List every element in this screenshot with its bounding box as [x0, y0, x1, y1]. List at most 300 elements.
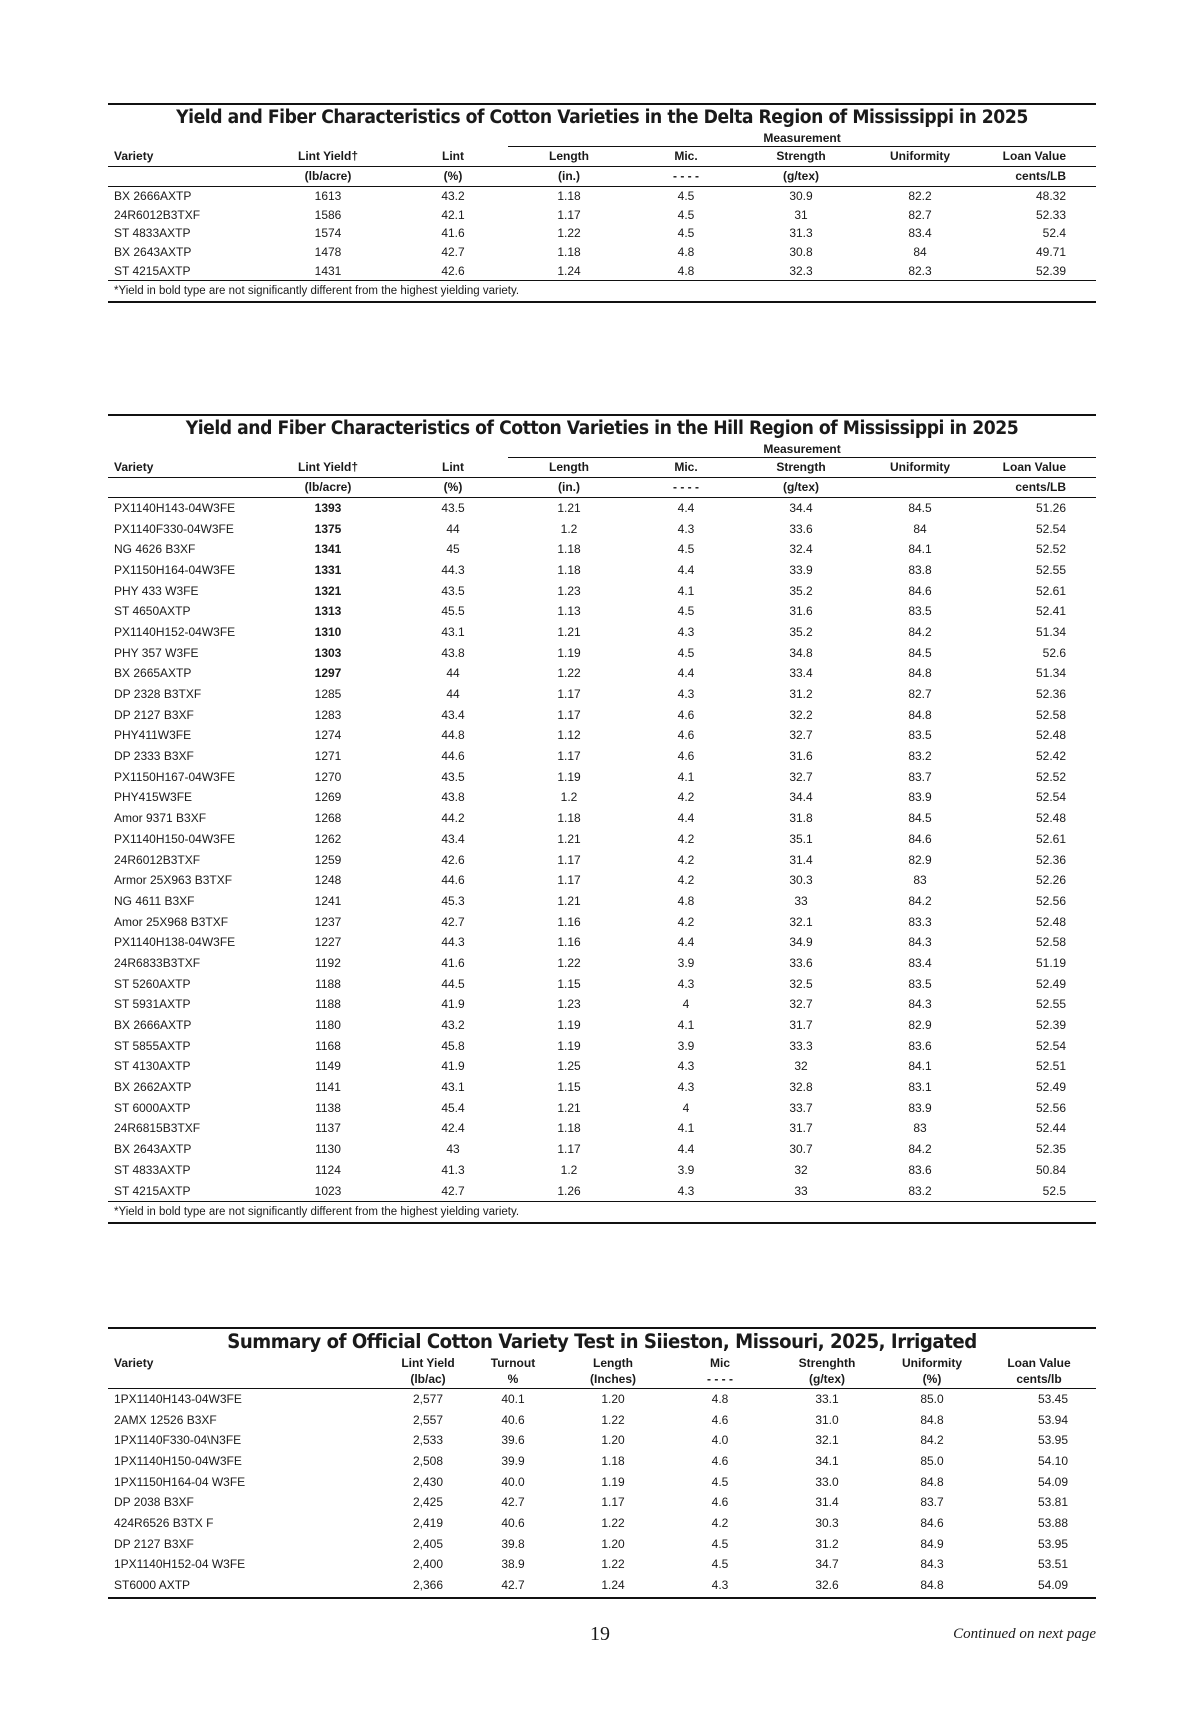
value-cell: 1.17	[557, 749, 581, 764]
variety-cell: DP 2127 B3XF	[114, 1536, 194, 1551]
value-cell: 4.1	[677, 583, 695, 598]
value-cell: 32.5	[789, 976, 813, 991]
table3-units-row	[108, 1371, 1096, 1388]
unit	[860, 166, 980, 186]
value-cell: 43.4	[441, 831, 465, 846]
value-cell: 1.22	[557, 226, 581, 241]
value-cell: 1149	[315, 1059, 341, 1074]
table3-title: Summary of Official Cotton Variety Test in Siieston, Missouri, 2025, Irrigated	[227, 1330, 977, 1353]
table-row	[108, 911, 1096, 932]
value-cell: 83.4	[908, 955, 932, 970]
value-cell: 1.23	[557, 583, 581, 598]
table-row	[108, 1513, 1096, 1534]
value-cell: 4.4	[677, 562, 695, 577]
value-cell: 44.6	[441, 873, 465, 888]
value-cell: 52.52	[1036, 542, 1067, 557]
value-cell: 1.21	[557, 831, 581, 846]
value-cell: 44.3	[441, 935, 465, 950]
value-cell: 52.33	[1036, 207, 1067, 222]
variety-cell: BX 2643AXTP	[114, 244, 192, 259]
unit: cents/LB	[980, 477, 1096, 497]
value-cell: 4.2	[677, 873, 695, 888]
value-cell: 82.9	[908, 1018, 932, 1033]
value-cell: 32	[794, 1162, 808, 1177]
table-row	[108, 580, 1096, 601]
table-row	[108, 1409, 1096, 1430]
variety-cell: ST 6000AXTP	[114, 1100, 191, 1115]
value-cell: 83.5	[908, 976, 932, 991]
value-cell: 44.5	[441, 976, 465, 991]
value-cell: 1.17	[557, 707, 581, 722]
variety-cell: 24R6012B3TXF	[114, 852, 201, 867]
variety-cell: PHY415W3FE	[114, 790, 193, 805]
col-length: Length	[508, 146, 630, 166]
value-cell: 4	[682, 1100, 690, 1115]
variety-cell: 1PX1140H143-04W3FE	[114, 1391, 242, 1406]
value-cell: 52.5	[1042, 1183, 1067, 1198]
value-cell: 1237	[314, 914, 342, 929]
value-cell: 1.15	[557, 1080, 581, 1095]
value-cell: 1375	[314, 521, 342, 536]
value-cell: 33.7	[789, 1100, 813, 1115]
value-cell: 85.0	[920, 1453, 944, 1468]
value-cell: 4.8	[677, 244, 695, 259]
value-cell: 52.39	[1036, 1018, 1067, 1033]
table-row	[108, 766, 1096, 787]
table-row	[108, 994, 1096, 1015]
unit: (%)	[882, 1371, 982, 1388]
value-cell: 1188	[315, 997, 341, 1012]
value-cell: 1.20	[601, 1391, 625, 1406]
col-uniformity: Uniformity	[902, 1356, 962, 1370]
col-mic: Mic.	[630, 146, 742, 166]
value-cell: 2,425	[412, 1495, 444, 1510]
value-cell: 52.6	[1042, 645, 1067, 660]
value-cell: 43.2	[441, 188, 465, 203]
value-cell: 1.21	[557, 500, 581, 515]
value-cell: 4.4	[677, 811, 695, 826]
col-strength: Strenghth	[798, 1356, 856, 1370]
table-row	[108, 953, 1096, 974]
table-row	[108, 261, 1096, 280]
value-cell: 53.88	[1037, 1515, 1068, 1530]
value-cell: 52.4	[1042, 226, 1067, 241]
value-cell: 43.8	[441, 645, 465, 660]
value-cell: 53.51	[1037, 1557, 1068, 1572]
variety-cell: Amor 9371 B3XF	[114, 811, 207, 826]
table-row	[108, 243, 1096, 262]
unit: (in.)	[508, 477, 630, 497]
value-cell: 39.6	[501, 1433, 525, 1448]
table-row	[108, 704, 1096, 725]
col-uniformity: Uniformity	[860, 457, 980, 477]
value-cell: 1341	[314, 542, 342, 557]
value-cell: 84.3	[908, 935, 932, 950]
value-cell: 84.2	[908, 624, 932, 639]
value-cell: 83.6	[908, 1162, 932, 1177]
table-row	[108, 1554, 1096, 1575]
value-cell: 4.2	[677, 852, 695, 867]
value-cell: 1574	[314, 226, 342, 241]
value-cell: 2,405	[412, 1536, 444, 1551]
value-cell: 52.54	[1036, 521, 1067, 536]
value-cell: 52.56	[1036, 1100, 1067, 1115]
col-loan-value: Loan Value	[980, 146, 1096, 166]
value-cell: 1259	[314, 852, 342, 867]
value-cell: 1.15	[557, 976, 581, 991]
value-cell: 1.19	[557, 1018, 581, 1033]
variety-cell: 1PX1140F330-04\N3FE	[114, 1433, 242, 1448]
value-cell: 84.8	[920, 1474, 944, 1489]
table2-header-row	[108, 457, 1096, 477]
value-cell: 52.48	[1036, 811, 1067, 826]
table-row	[108, 829, 1096, 850]
variety-cell: PX1140H143-04W3FE	[114, 500, 236, 515]
value-cell: 4.3	[677, 521, 695, 536]
table1-title: Yield and Fiber Characteristics of Cotton Varieties in the Delta Region of Mississippi in 2025	[176, 107, 1028, 128]
value-cell: 1.13	[557, 604, 581, 619]
value-cell: 4.3	[677, 976, 695, 991]
value-cell: 3.9	[677, 1162, 695, 1177]
value-cell: 82.7	[908, 687, 932, 702]
table2-title: Yield and Fiber Characteristics of Cotton Varieties in the Hill Region of Mississippi in 2025	[185, 418, 1019, 439]
variety-cell: 24R6833B3TXF	[114, 955, 201, 970]
value-cell: 48.32	[1036, 188, 1067, 203]
table3-header-row	[108, 1355, 1096, 1371]
value-cell: 4.1	[677, 1018, 695, 1033]
value-cell: 1.18	[557, 562, 581, 577]
value-cell: 45.4	[441, 1100, 465, 1115]
variety-cell: DP 2038 B3XF	[114, 1495, 194, 1510]
unit: (%)	[398, 477, 508, 497]
value-cell: 32.1	[815, 1433, 839, 1448]
value-cell: 1.18	[557, 542, 581, 557]
value-cell: 52.51	[1036, 1059, 1067, 1074]
table-row	[108, 1388, 1096, 1409]
variety-cell: NG 4611 B3XF	[114, 893, 195, 908]
value-cell: 1285	[314, 687, 342, 702]
delta-table-block	[108, 103, 1096, 303]
table2-units-row	[108, 477, 1096, 497]
measurement-label: Measurement	[508, 131, 1096, 146]
value-cell: 53.95	[1037, 1433, 1068, 1448]
value-cell: 53.95	[1037, 1536, 1068, 1551]
value-cell: 1586	[314, 207, 342, 222]
value-cell: 52.26	[1036, 873, 1067, 888]
value-cell: 43.1	[441, 624, 465, 639]
table-row	[108, 932, 1096, 953]
value-cell: 31.7	[789, 1121, 813, 1136]
value-cell: 2,533	[412, 1433, 444, 1448]
value-cell: 1.19	[601, 1474, 625, 1489]
value-cell: 32.7	[789, 769, 813, 784]
value-cell: 52.61	[1036, 583, 1067, 598]
value-cell: 51.34	[1036, 666, 1067, 681]
value-cell: 2,400	[412, 1557, 444, 1572]
variety-cell: DP 2333 B3XF	[114, 749, 194, 764]
value-cell: 43.4	[441, 707, 465, 722]
value-cell: 4.3	[677, 1080, 695, 1095]
value-cell: 4.5	[677, 226, 695, 241]
missouri-table-block	[108, 1327, 1096, 1599]
value-cell: 52.41	[1036, 604, 1067, 619]
value-cell: 83.7	[920, 1495, 944, 1510]
value-cell: 4.5	[711, 1536, 729, 1551]
value-cell: 84.5	[908, 500, 932, 515]
variety-cell: BX 2666AXTP	[114, 188, 192, 203]
value-cell: 83	[913, 873, 927, 888]
value-cell: 4.5	[677, 604, 695, 619]
value-cell: 54.09	[1037, 1578, 1068, 1593]
variety-cell: 1PX1140H152-04 W3FE	[114, 1557, 246, 1572]
value-cell: 82.3	[908, 263, 932, 278]
value-cell: 53.45	[1037, 1391, 1068, 1406]
value-cell: 83.7	[908, 769, 932, 784]
value-cell: 32.8	[789, 1080, 813, 1095]
value-cell: 1310	[314, 624, 342, 639]
value-cell: 53.81	[1037, 1495, 1068, 1510]
variety-cell: 24R6012B3TXF	[114, 207, 201, 222]
value-cell: 4.3	[677, 624, 695, 639]
variety-cell: PX1140F330-04W3FE	[114, 521, 234, 536]
value-cell: 30.3	[815, 1515, 839, 1530]
value-cell: 4.5	[711, 1557, 729, 1572]
value-cell: 4.6	[711, 1495, 729, 1510]
value-cell: 52.61	[1036, 831, 1067, 846]
value-cell: 83.2	[908, 749, 932, 764]
value-cell: 31.4	[815, 1495, 839, 1510]
value-cell: 33.6	[789, 955, 813, 970]
value-cell: 31.6	[789, 749, 813, 764]
value-cell: 1297	[314, 666, 342, 681]
value-cell: 83.9	[908, 790, 932, 805]
table-row	[108, 1056, 1096, 1077]
value-cell: 34.9	[789, 935, 813, 950]
variety-cell: ST 4215AXTP	[114, 263, 191, 278]
value-cell: 52.44	[1036, 1121, 1067, 1136]
table-row	[108, 205, 1096, 224]
value-cell: 1241	[314, 893, 342, 908]
value-cell: 1313	[314, 604, 342, 619]
value-cell: 43.2	[441, 1018, 465, 1033]
value-cell: 1.24	[601, 1578, 625, 1593]
value-cell: 4.5	[711, 1474, 729, 1489]
value-cell: 39.9	[501, 1453, 525, 1468]
table-row	[108, 622, 1096, 643]
value-cell: 41.9	[441, 997, 465, 1012]
value-cell: 52.48	[1036, 914, 1067, 929]
value-cell: 51.26	[1036, 500, 1067, 515]
table-row	[108, 849, 1096, 870]
col-lint: Lint	[398, 146, 508, 166]
value-cell: 1.19	[557, 645, 581, 660]
table-row	[108, 746, 1096, 767]
value-cell: 84.8	[920, 1578, 944, 1593]
value-cell: 51.34	[1036, 624, 1067, 639]
variety-cell: PX1150H167-04W3FE	[114, 769, 236, 784]
variety-cell: BX 2666AXTP	[114, 1018, 192, 1033]
variety-cell: ST 4833AXTP	[114, 1162, 191, 1177]
table-row	[108, 891, 1096, 912]
value-cell: 83.1	[908, 1080, 932, 1095]
value-cell: 2,577	[412, 1391, 444, 1406]
variety-cell: ST 5931AXTP	[114, 997, 191, 1012]
variety-cell: ST 4833AXTP	[114, 226, 191, 241]
value-cell: 45	[446, 542, 460, 557]
value-cell: 84	[913, 521, 927, 536]
value-cell: 45.3	[441, 893, 465, 908]
value-cell: 32.7	[789, 728, 813, 743]
value-cell: 1321	[314, 583, 342, 598]
variety-cell: PX1140H152-04W3FE	[114, 624, 236, 639]
col-mic: Mic	[709, 1356, 730, 1370]
value-cell: 4.2	[711, 1515, 729, 1530]
unit: (lb/acre)	[258, 477, 398, 497]
value-cell: 40.6	[501, 1412, 525, 1427]
table-row	[108, 808, 1096, 829]
value-cell: 52.58	[1036, 935, 1067, 950]
variety-cell: ST 5855AXTP	[114, 1038, 191, 1053]
value-cell: 33.4	[789, 666, 813, 681]
value-cell: 1283	[314, 707, 342, 722]
value-cell: 1.2	[560, 521, 578, 536]
value-cell: 4	[682, 997, 690, 1012]
value-cell: 42.6	[441, 852, 465, 867]
value-cell: 1.17	[557, 873, 581, 888]
value-cell: 84.2	[920, 1433, 944, 1448]
value-cell: 1.17	[601, 1495, 625, 1510]
value-cell: 1.21	[557, 624, 581, 639]
unit: - - - -	[630, 477, 742, 497]
value-cell: 84	[913, 244, 927, 259]
value-cell: 31.6	[789, 604, 813, 619]
col-lint-yield: Lint Yield†	[258, 457, 398, 477]
value-cell: 3.9	[677, 1038, 695, 1053]
value-cell: 52.49	[1036, 1080, 1067, 1095]
table2-body	[108, 497, 1096, 1201]
value-cell: 39.8	[501, 1536, 525, 1551]
variety-cell: BX 2665AXTP	[114, 666, 192, 681]
value-cell: 1.20	[601, 1433, 625, 1448]
value-cell: 85.0	[920, 1391, 944, 1406]
value-cell: 4.3	[677, 1059, 695, 1074]
variety-cell: PX1150H164-04W3FE	[114, 562, 236, 577]
value-cell: 40.0	[501, 1474, 525, 1489]
value-cell: 2,557	[412, 1412, 444, 1427]
variety-cell: PHY 357 W3FE	[114, 645, 199, 660]
value-cell: 52.39	[1036, 263, 1067, 278]
value-cell: 44.6	[441, 749, 465, 764]
value-cell: 35.2	[789, 583, 813, 598]
value-cell: 1137	[315, 1121, 341, 1136]
value-cell: 1.21	[557, 1100, 581, 1115]
value-cell: 84.8	[908, 666, 932, 681]
value-cell: 1274	[314, 728, 342, 743]
table-row	[108, 1097, 1096, 1118]
table-row	[108, 1533, 1096, 1554]
table1-footnote: *Yield in bold type are not significantly different from the highest yielding variety.	[108, 280, 1096, 301]
table-row	[108, 1451, 1096, 1472]
value-cell: 1.18	[557, 1121, 581, 1136]
value-cell: 44	[446, 687, 460, 702]
value-cell: 1.18	[557, 811, 581, 826]
value-cell: 52.35	[1036, 1142, 1067, 1157]
value-cell: 4.8	[677, 263, 695, 278]
table-row	[108, 1015, 1096, 1036]
value-cell: 1141	[315, 1080, 341, 1095]
value-cell: 4.3	[677, 687, 695, 702]
value-cell: 1.22	[557, 955, 581, 970]
value-cell: 33	[794, 893, 808, 908]
value-cell: 34.1	[815, 1453, 839, 1468]
value-cell: 52.55	[1036, 562, 1067, 577]
value-cell: 4.2	[677, 831, 695, 846]
unit	[108, 477, 258, 497]
value-cell: 1.17	[557, 687, 581, 702]
value-cell: 83.5	[908, 604, 932, 619]
value-cell: 1.26	[557, 1183, 581, 1198]
unit: - - - -	[668, 1371, 772, 1388]
value-cell: 1.17	[557, 852, 581, 867]
col-loan-value: Loan Value	[980, 457, 1096, 477]
variety-cell: PHY 433 W3FE	[114, 583, 199, 598]
value-cell: 31	[794, 207, 808, 222]
value-cell: 41.6	[441, 226, 465, 241]
value-cell: 1130	[315, 1142, 341, 1157]
value-cell: 1.16	[557, 935, 581, 950]
value-cell: 38.9	[501, 1557, 525, 1572]
value-cell: 1.18	[601, 1453, 625, 1468]
value-cell: 84.2	[908, 1142, 932, 1157]
unit: cents/lb	[982, 1371, 1096, 1388]
continued-note: Continued on next page	[953, 1626, 1096, 1642]
value-cell: 31.2	[815, 1536, 839, 1551]
unit: - - - -	[630, 166, 742, 186]
value-cell: 32.4	[789, 542, 813, 557]
value-cell: 4.6	[677, 728, 695, 743]
value-cell: 42.4	[441, 1121, 465, 1136]
table-row	[108, 601, 1096, 622]
variety-cell: PX1140H138-04W3FE	[114, 935, 236, 950]
variety-cell: PHY411W3FE	[114, 728, 192, 743]
value-cell: 1478	[314, 244, 342, 259]
table1-body	[108, 186, 1096, 280]
variety-cell: DP 2328 B3TXF	[114, 687, 202, 702]
value-cell: 44	[446, 666, 460, 681]
value-cell: 4.5	[677, 207, 695, 222]
value-cell: 43.8	[441, 790, 465, 805]
table1-header-row	[108, 146, 1096, 166]
value-cell: 1613	[314, 188, 342, 203]
value-cell: 1.18	[557, 244, 581, 259]
value-cell: 1248	[314, 873, 342, 888]
variety-cell: BX 2643AXTP	[114, 1142, 192, 1157]
value-cell: 41.9	[441, 1059, 465, 1074]
col-mic: Mic.	[630, 457, 742, 477]
variety-cell: ST 4130AXTP	[114, 1059, 191, 1074]
value-cell: 1.22	[601, 1557, 625, 1572]
value-cell: 1431	[314, 263, 342, 278]
page-number: 19	[590, 1623, 610, 1645]
value-cell: 1268	[314, 811, 342, 826]
value-cell: 33.9	[789, 562, 813, 577]
value-cell: 33.6	[789, 521, 813, 536]
value-cell: 1271	[314, 749, 342, 764]
value-cell: 4.3	[677, 1183, 695, 1198]
table-row	[108, 1575, 1096, 1596]
variety-cell: 424R6526 B3TX F	[114, 1515, 214, 1530]
value-cell: 32.6	[815, 1578, 839, 1593]
